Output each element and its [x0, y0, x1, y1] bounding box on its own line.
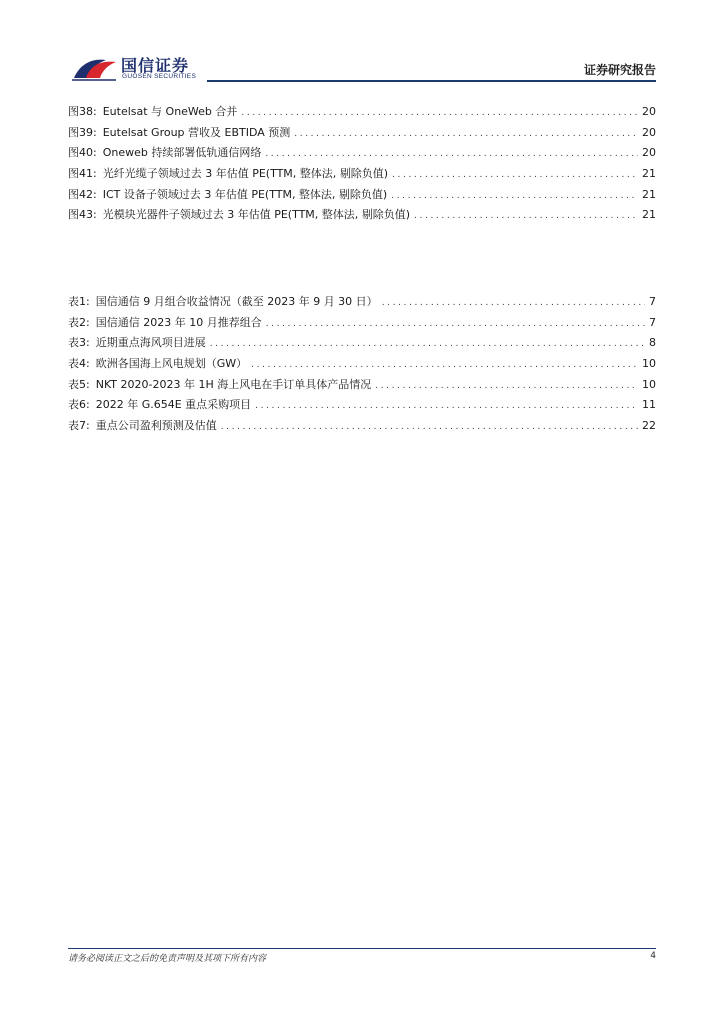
- entry-number: 图38:: [68, 105, 97, 118]
- entry-number: 表2:: [68, 315, 90, 329]
- dot-leader: [210, 334, 645, 355]
- guosen-logo: [72, 52, 202, 84]
- table-index-entry[interactable]: [68, 292, 656, 313]
- dot-leader: [392, 165, 638, 186]
- entry-title: 光模块光器件子领域过去 3 年估值 PE(TTM, 整体法, 剔除负值): [102, 208, 411, 222]
- entry-number: 图39:: [68, 125, 97, 139]
- entry-number: 图41:: [68, 167, 97, 181]
- entry-title: 国信通信 2023 年 10 月推荐组合: [95, 315, 262, 329]
- entry-number: 表7:: [68, 419, 90, 433]
- dot-leader: [255, 396, 638, 417]
- table-index-entry[interactable]: [68, 313, 656, 334]
- table-index-list: [68, 292, 656, 437]
- entry-number: 表5:: [68, 377, 90, 391]
- entry-page-number: 20: [642, 105, 656, 118]
- figure-index-entry[interactable]: [68, 164, 656, 185]
- brand-name-en: GUOSEN SECURITIES: [122, 73, 197, 80]
- footer-disclaimer: 请务必阅读正文之后的免责声明及其项下所有内容: [68, 954, 267, 964]
- report-type-label: 证券研究报告: [583, 63, 656, 77]
- figure-index-entry[interactable]: [68, 185, 656, 206]
- figure-index-entry[interactable]: [68, 102, 656, 123]
- entry-number: 图43:: [68, 208, 97, 222]
- table-index-entry[interactable]: [68, 333, 656, 354]
- entry-number: 表1:: [68, 295, 90, 308]
- table-index-entry[interactable]: [68, 375, 656, 396]
- entry-number: 图40:: [68, 146, 97, 160]
- entry-number: 图42:: [68, 187, 97, 201]
- entry-number: 表6:: [68, 398, 90, 412]
- entry-page-number: 21: [642, 208, 656, 222]
- figure-index-entry[interactable]: [68, 143, 656, 164]
- entry-number: 表4:: [68, 357, 90, 371]
- dot-leader: [391, 186, 638, 207]
- header-divider: [207, 80, 656, 82]
- page-header: [0, 0, 724, 90]
- table-index-entry[interactable]: [68, 395, 656, 416]
- entry-title: ICT 设备子领域过去 3 年估值 PE(TTM, 整体法, 剔除负值): [102, 187, 388, 201]
- entry-title: 近期重点海风项目进展: [95, 336, 206, 350]
- entry-title: 欧洲各国海上风电规划（GW）: [95, 357, 248, 371]
- figure-index-list: [68, 102, 656, 226]
- table-index-entry[interactable]: [68, 354, 656, 375]
- entry-title: Eutelsat Group 营收及 EBTIDA 预测: [102, 125, 291, 139]
- figure-index-entry[interactable]: [68, 123, 656, 144]
- figure-index-entry[interactable]: [68, 205, 656, 226]
- dot-leader: [265, 144, 638, 165]
- entry-title: 光纤光缆子领域过去 3 年估值 PE(TTM, 整体法, 剔除负值): [102, 167, 389, 181]
- dot-leader: [221, 417, 638, 438]
- entry-page-number: 20: [642, 125, 656, 139]
- entry-title: 重点公司盈利预测及估值: [95, 419, 217, 433]
- entry-page-number: 7: [649, 295, 656, 308]
- entry-title: Oneweb 持续部署低轨通信网络: [102, 146, 262, 160]
- entry-number: 表3:: [68, 336, 90, 350]
- entry-page-number: 21: [642, 187, 656, 201]
- dot-leader: [414, 206, 638, 227]
- entry-page-number: 11: [642, 398, 656, 412]
- dot-leader: [241, 103, 638, 124]
- dot-leader: [251, 355, 638, 376]
- entry-page-number: 10: [642, 377, 656, 391]
- entry-page-number: 8: [649, 336, 656, 350]
- dot-leader: [382, 293, 645, 314]
- entry-page-number: 22: [642, 419, 656, 433]
- entry-page-number: 21: [642, 167, 656, 181]
- brand-name-cn: 国信证券: [121, 56, 190, 75]
- footer-divider: [68, 948, 656, 949]
- entry-page-number: 7: [649, 315, 656, 329]
- entry-title: 国信通信 9 月组合收益情况（截至 2023 年 9 月 30 日）: [95, 295, 378, 308]
- entry-title: Eutelsat 与 OneWeb 合并: [102, 105, 238, 118]
- guosen-logo-icon: [72, 54, 118, 82]
- entry-title: 2022 年 G.654E 重点采购项目: [95, 398, 252, 412]
- dot-leader: [294, 124, 638, 145]
- entry-title: NKT 2020-2023 年 1H 海上风电在手订单具体产品情况: [95, 377, 372, 391]
- dot-leader: [266, 314, 645, 335]
- entry-page-number: 10: [642, 357, 656, 371]
- entry-page-number: 20: [642, 146, 656, 160]
- page-number: 4: [650, 951, 656, 961]
- dot-leader: [375, 376, 638, 397]
- table-index-entry[interactable]: [68, 416, 656, 437]
